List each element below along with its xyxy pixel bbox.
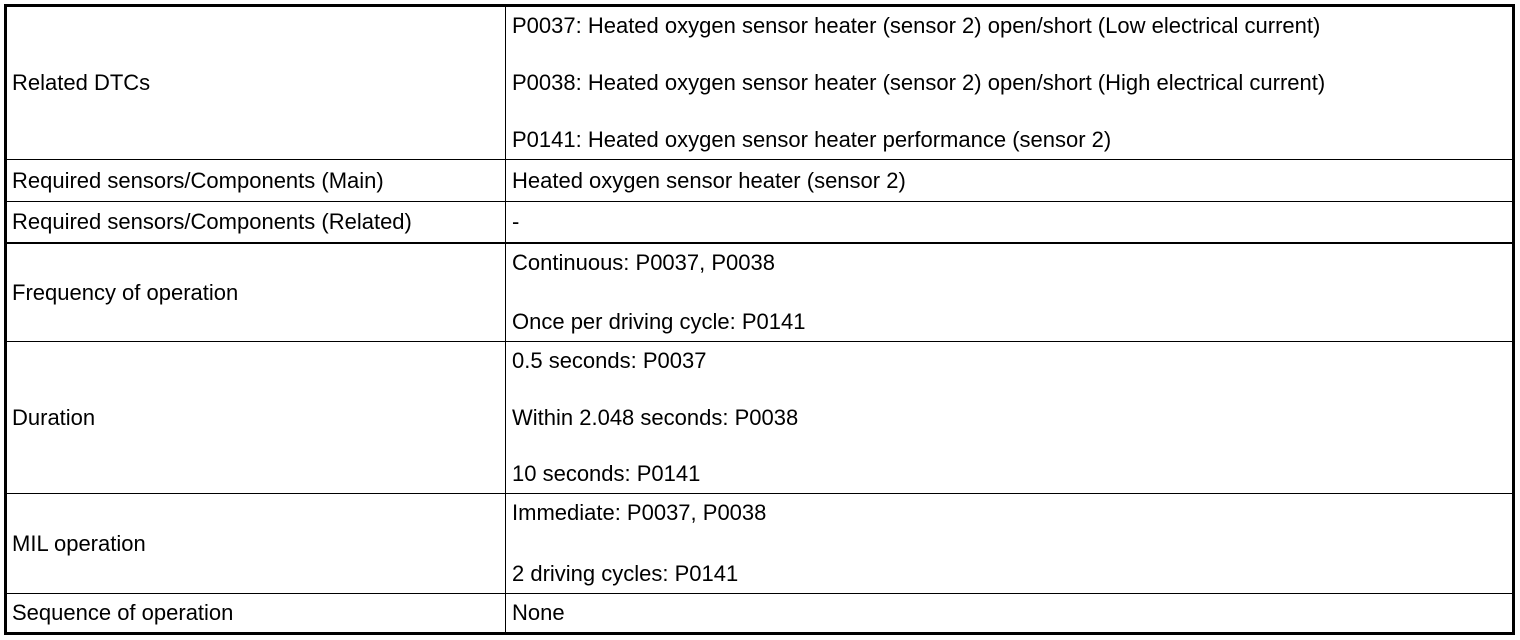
value-line: - [512,209,520,234]
row-label: Required sensors/Components (Related) [7,202,506,242]
row-value [506,244,1512,341]
value-line: Once per driving cycle: P0141 [512,309,806,334]
table-row [7,202,1512,244]
table-row [7,7,1512,160]
row-value [506,160,1512,201]
dtc-spec-table [4,4,1515,635]
row-value [506,7,1512,159]
row-label: Duration [7,342,506,493]
value-line: 10 seconds: P0141 [512,461,701,486]
table-row [7,342,1512,494]
row-value [506,202,1512,242]
value-line: P0038: Heated oxygen sensor heater (sensor 2) open/short (High electrical current) [512,70,1326,95]
value-line: 0.5 seconds: P0037 [512,348,707,373]
row-label: Related DTCs [7,7,506,159]
row-label: MIL operation [7,494,506,593]
value-line: Continuous: P0037, P0038 [512,250,775,275]
table-row [7,594,1512,632]
value-line: Heated oxygen sensor heater (sensor 2) [512,167,906,193]
value-line: 2 driving cycles: P0141 [512,561,739,586]
row-label: Sequence of operation [7,594,506,632]
row-label: Required sensors/Components (Main) [7,160,506,201]
value-line: P0037: Heated oxygen sensor heater (sensor 2) open/short (Low electrical current) [512,13,1321,38]
table-row [7,494,1512,594]
row-value [506,342,1512,493]
value-line: P0141: Heated oxygen sensor heater performance (sensor 2) [512,127,1112,152]
value-line: Immediate: P0037, P0038 [512,500,767,525]
row-value [506,594,1512,632]
table-row [7,244,1512,342]
row-label: Frequency of operation [7,244,506,341]
row-value [506,494,1512,593]
value-line: Within 2.048 seconds: P0038 [512,404,799,430]
table-row [7,160,1512,202]
value-line: None [512,600,565,625]
